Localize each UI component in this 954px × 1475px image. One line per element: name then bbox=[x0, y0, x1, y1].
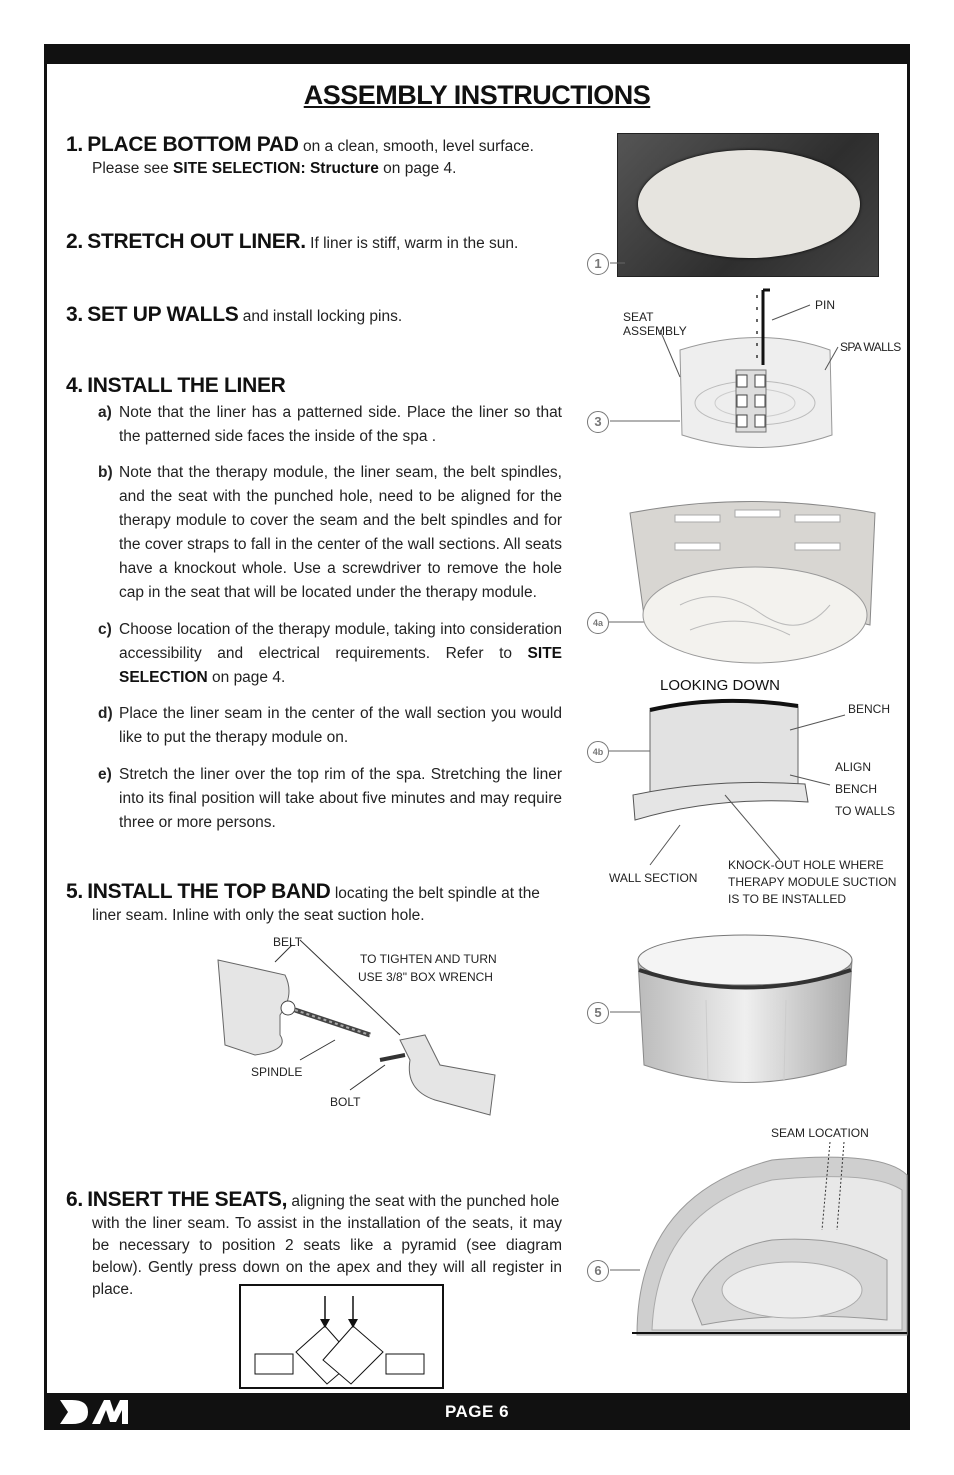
step-4-number: 4. bbox=[66, 374, 83, 397]
step-2-text: If liner is stiff, warm in the sun. bbox=[310, 235, 519, 252]
step-4c-letter: c) bbox=[98, 621, 112, 638]
looking-down-label: LOOKING DOWN bbox=[660, 677, 781, 694]
step-5-text2: liner seam. Inline with only the seat suction hole. bbox=[92, 907, 425, 924]
pin-label: PIN bbox=[815, 298, 836, 312]
step-5-heading: INSTALL THE TOP BAND bbox=[87, 880, 331, 903]
bolt-label: BOLT bbox=[330, 1095, 361, 1109]
step-1-heading: PLACE BOTTOM PAD bbox=[87, 133, 299, 156]
top-band-diagram bbox=[200, 940, 510, 1120]
step-4e-letter: e) bbox=[98, 766, 112, 783]
step-4d-letter: d) bbox=[98, 705, 113, 722]
tighten-label-2: USE 3/8" BOX WRENCH bbox=[358, 970, 493, 984]
belt-label: BELT bbox=[273, 935, 303, 949]
spa-walls-label: SPA WALLS bbox=[840, 340, 901, 354]
step-4d-text: Place the liner seam in the center of the wall section you would like to put the therapy module on. bbox=[119, 705, 562, 746]
step-4c-text2: on page 4. bbox=[212, 669, 286, 686]
knockout-label-1: KNOCK-OUT HOLE WHERE bbox=[728, 858, 884, 872]
assembly-label: ASSEMBLY bbox=[623, 324, 687, 338]
figure-3-badge: 3 bbox=[587, 411, 609, 433]
page-title: ASSEMBLY INSTRUCTIONS bbox=[303, 80, 651, 110]
step-2-heading: STRETCH OUT LINER. bbox=[87, 230, 306, 253]
step-3-text: and install locking pins. bbox=[242, 308, 403, 325]
step-4c-ref: SITE SELECTION bbox=[119, 645, 562, 686]
footer-bar bbox=[44, 1393, 910, 1430]
figure-5-badge: 5 bbox=[587, 1002, 609, 1024]
bench-label: BENCH bbox=[848, 702, 891, 716]
to-walls-label: TO WALLS bbox=[835, 804, 896, 818]
step-6-text2: with the liner seam. To assist in the installation of the seats, it may be necessary to position 2 seats like a pyramid (see diagram below). Gently press down on the apex and they will all register in place. bbox=[92, 1215, 562, 1298]
step-1-ref: SITE SELECTION: Structure bbox=[173, 160, 379, 177]
step-4c-text1: Choose location of the therapy module, taking into consideration accessibility and electrical requirements. Refer to bbox=[119, 621, 562, 662]
knockout-label-3: IS TO BE INSTALLED bbox=[728, 892, 847, 906]
spindle-label: SPINDLE bbox=[251, 1065, 303, 1079]
step-6-text1: aligning the seat with the punched hole bbox=[291, 1193, 560, 1210]
figure-6-diagram bbox=[632, 1140, 912, 1340]
bench-label-2: BENCH bbox=[835, 782, 878, 796]
step-5-text1: locating the belt spindle at the bbox=[334, 885, 540, 902]
figure-4a-badge: 4a bbox=[587, 612, 609, 634]
pyramid-diagram bbox=[241, 1286, 440, 1385]
step-1-text3: on page 4. bbox=[383, 160, 457, 177]
knockout-label-2: THERAPY MODULE SUCTION bbox=[728, 875, 897, 889]
step-5-number: 5. bbox=[66, 880, 83, 903]
wall-section-label: WALL SECTION bbox=[609, 871, 698, 885]
step-4e-text: Stretch the liner over the top rim of the spa. Stretching the liner into its final position will take about five minutes and may require three or more persons. bbox=[119, 766, 562, 831]
figure-6-badge: 6 bbox=[587, 1260, 609, 1282]
step-2-number: 2. bbox=[66, 230, 83, 253]
figure-5-diagram bbox=[636, 930, 856, 1100]
figure-1-badge: 1 bbox=[587, 253, 609, 275]
step-4-heading: INSTALL THE LINER bbox=[87, 374, 286, 397]
step-4a-text: Note that the liner has a patterned side. Place the liner so that the patterned side faces the inside of the spa . bbox=[119, 404, 562, 445]
step-1-text2: Please see bbox=[92, 160, 169, 177]
step-6-number: 6. bbox=[66, 1188, 83, 1211]
page-number: PAGE 6 bbox=[444, 1402, 510, 1421]
align-label: ALIGN bbox=[835, 760, 872, 774]
step-1-number: 1. bbox=[66, 133, 83, 156]
tighten-label-1: TO TIGHTEN AND TURN bbox=[360, 952, 497, 966]
step-4a-letter: a) bbox=[98, 404, 112, 421]
step-3-heading: SET UP WALLS bbox=[87, 303, 239, 326]
figure-4b-badge: 4b bbox=[587, 741, 609, 763]
seat-label: SEAT bbox=[623, 310, 654, 324]
step-4b-text: Note that the therapy module, the liner seam, the belt spindles, and the seat with the punched hole, need to be aligned for the therapy module to cover the seam and the belt spindles and for the cover straps to fall in the center of the wall sections. All seats have a knockout whole. Use a screwdriver to remove the hole cap in the seat that will be located under the therapy module. bbox=[119, 464, 562, 601]
step-6-heading: INSERT THE SEATS, bbox=[87, 1188, 288, 1211]
step-3-number: 3. bbox=[66, 303, 83, 326]
seam-location-label: SEAM LOCATION bbox=[771, 1126, 869, 1140]
step-4b-letter: b) bbox=[98, 464, 113, 481]
step-1-text: on a clean, smooth, level surface. bbox=[302, 138, 534, 155]
